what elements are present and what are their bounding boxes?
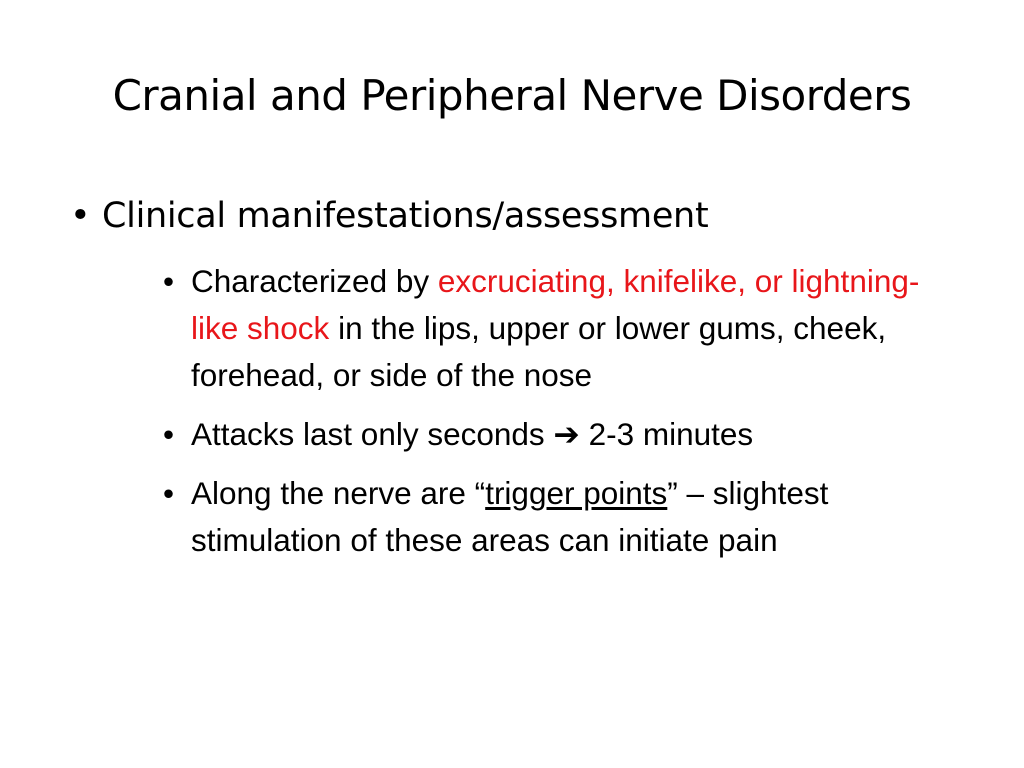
sub-bullet-characterized: [163, 258, 963, 399]
underlined-term: trigger points: [485, 475, 668, 511]
sub-bullet-list: [163, 258, 963, 576]
bullet-marker: •: [70, 196, 91, 236]
bullet-marker: •: [163, 416, 175, 452]
sub-bullet-trigger-points: [163, 470, 963, 564]
slide-title: Cranial and Peripheral Nerve Disorders: [112, 71, 912, 120]
sub-bullet-text: ” – slightest stimulation of these areas can initiate pain: [191, 475, 829, 558]
sub-bullet-text: 2-3 minutes: [579, 416, 754, 452]
sub-bullet-text: Characterized by: [191, 263, 438, 299]
bullet-marker: •: [163, 263, 175, 299]
sub-bullet-text: Attacks last only seconds: [191, 416, 554, 452]
highlighted-text: excruciating, knifelike, or lightning-like shock: [191, 263, 920, 346]
main-bullet-text: Clinical manifestations/assessment: [102, 196, 709, 236]
sub-bullet-text: in the lips, upper or lower gums, cheek, forehead, or side of the nose: [191, 310, 887, 393]
right-arrow-icon: ➔: [553, 416, 580, 452]
bullet-marker: •: [163, 475, 175, 511]
sub-bullet-text: Along the nerve are “: [191, 475, 486, 511]
sub-bullet-attacks: [163, 411, 963, 458]
